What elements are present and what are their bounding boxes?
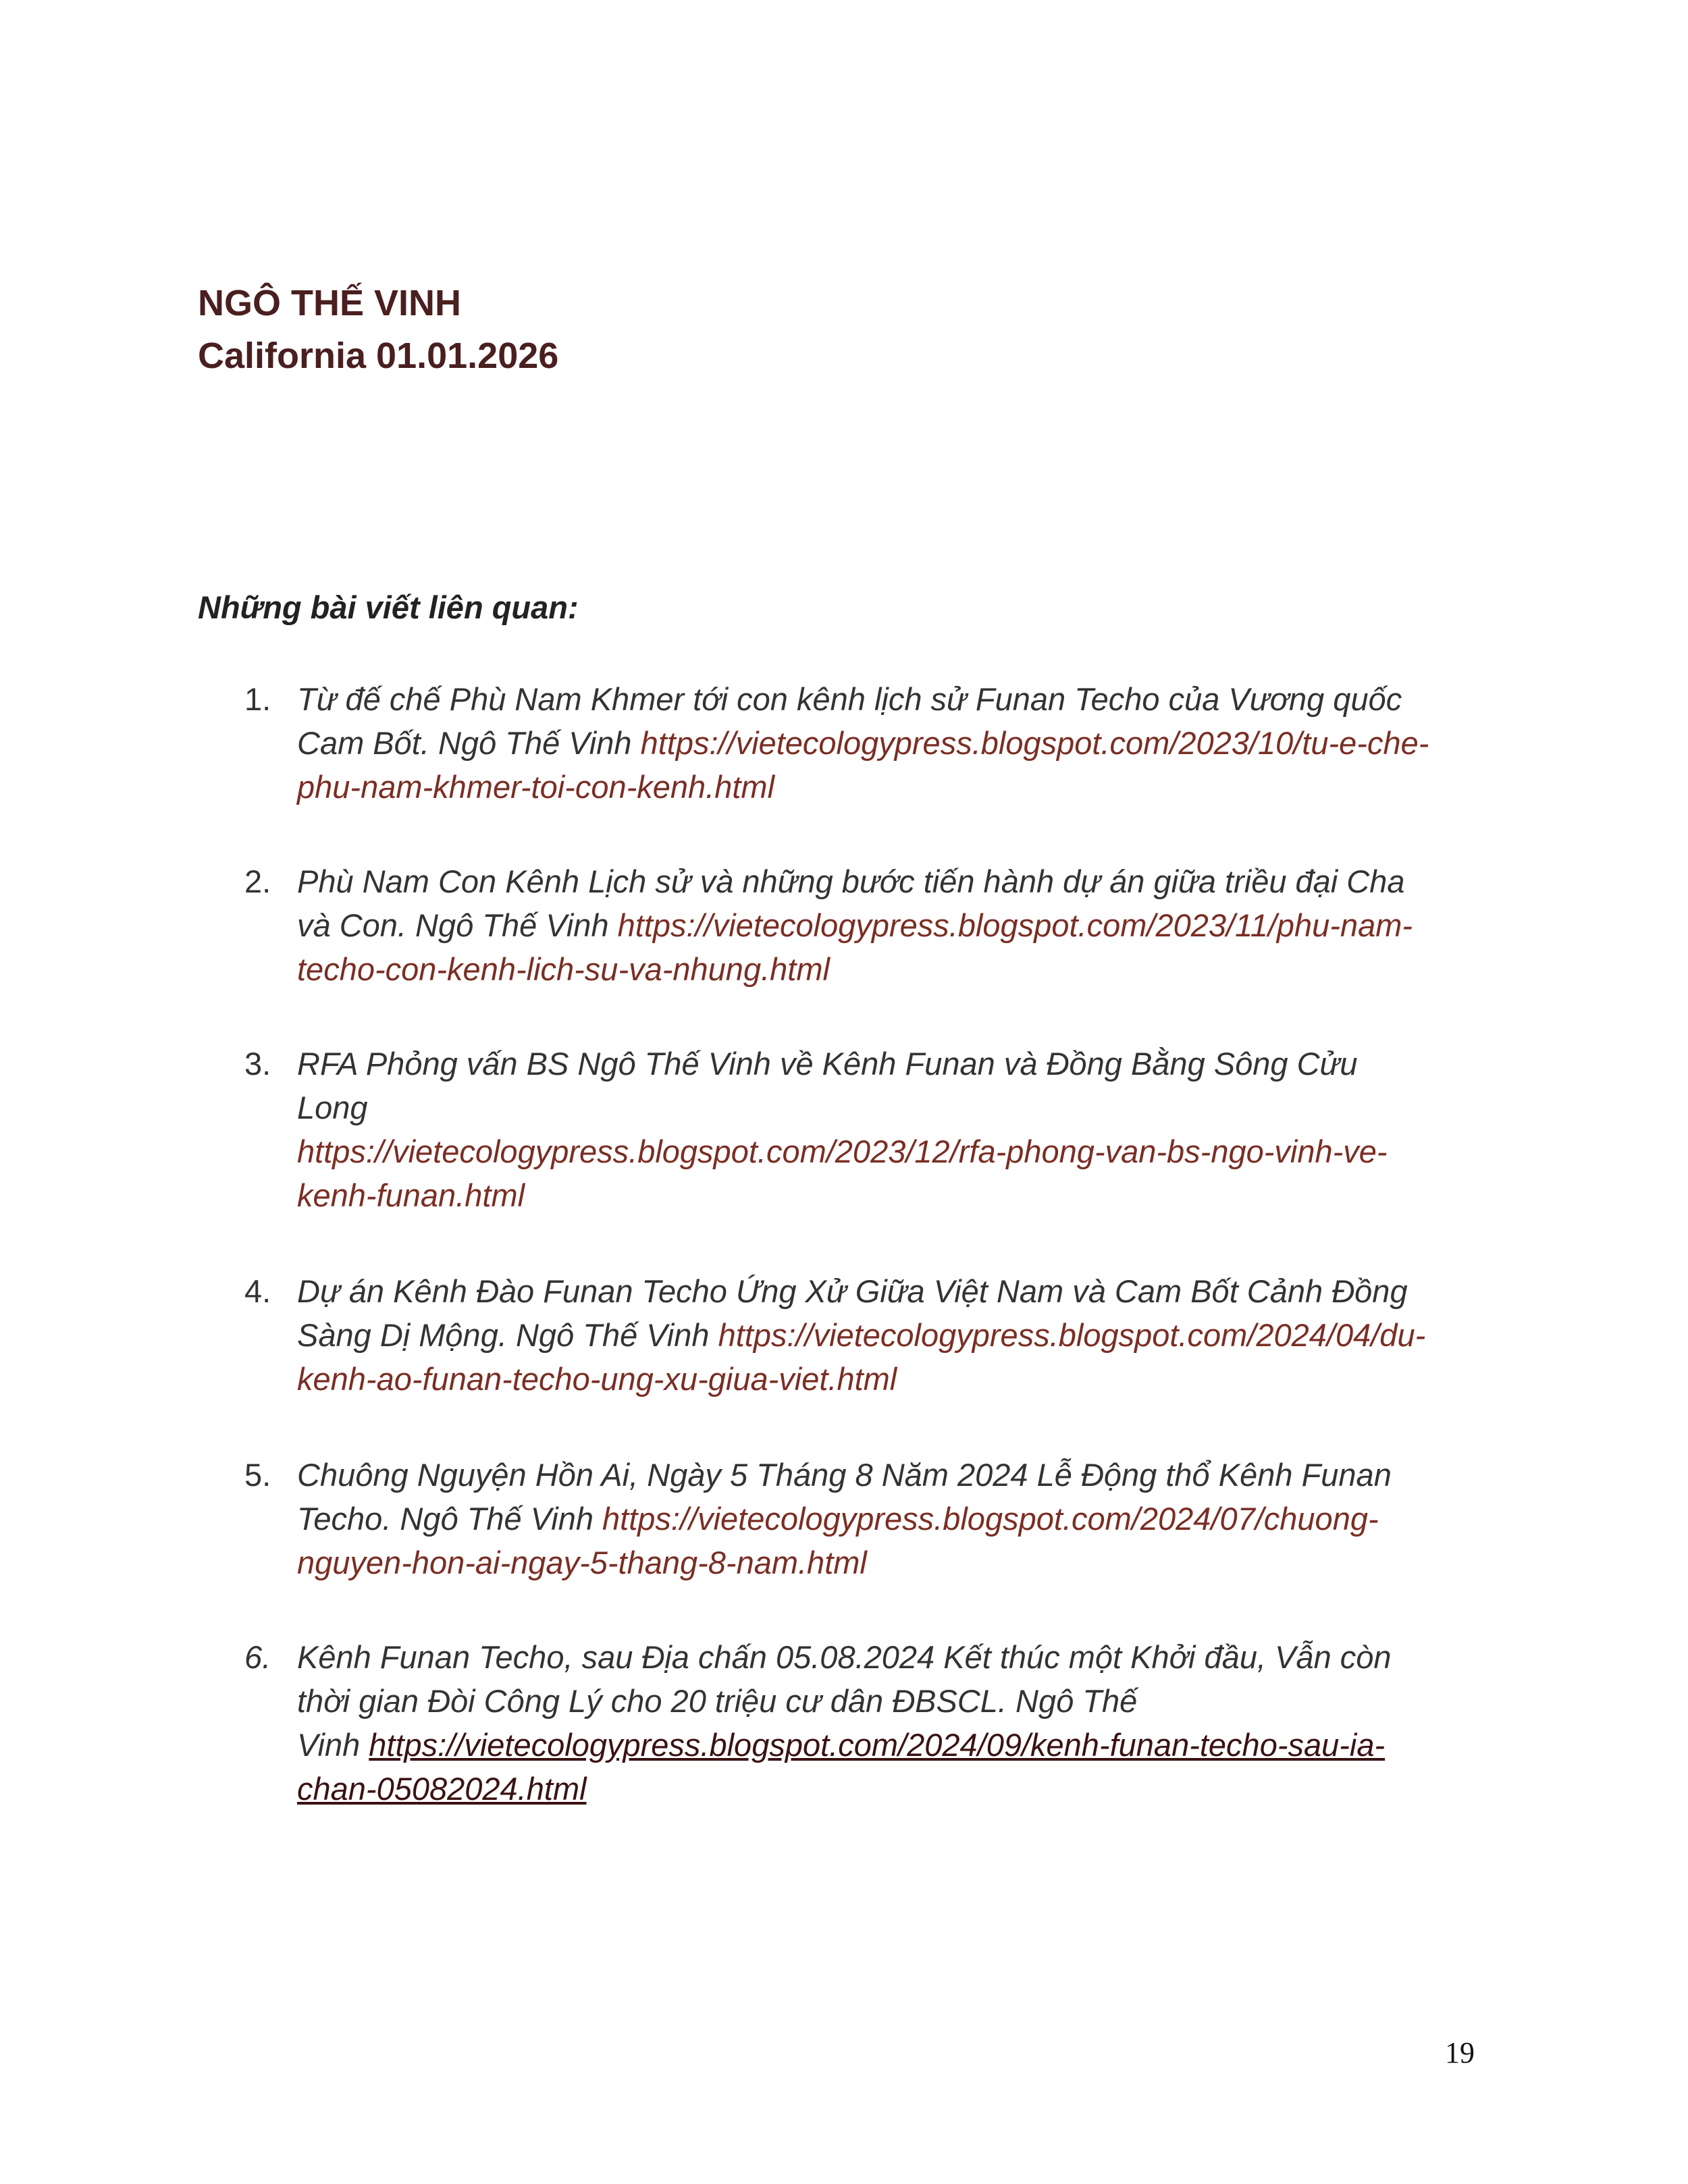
list-item-number: 4. — [244, 1273, 271, 1309]
article-link[interactable]: kenh-funan.html — [297, 1177, 525, 1213]
page-number: 19 — [1445, 2036, 1475, 2069]
article-link[interactable]: https://vietecologypress.blogspot.com/2024/04/du- — [718, 1317, 1426, 1353]
item-text: Phù Nam Con Kênh Lịch sử và những bước tiến hành dự án giữa triều đại Cha — [297, 863, 1405, 899]
item-text: Vinh — [297, 1727, 369, 1763]
article-link[interactable]: https://vietecologypress.blogspot.com/2024/07/chuong- — [602, 1501, 1379, 1537]
place-date: California 01.01.2026 — [198, 336, 559, 376]
article-link[interactable]: phu-nam-khmer-toi-con-kenh.html — [297, 769, 775, 805]
author-name: NGÔ THẾ VINH — [198, 283, 462, 323]
list-item-number: 5. — [244, 1457, 271, 1493]
item-text: Cam Bốt. Ngô Thế Vinh — [297, 725, 641, 761]
item-text: và Con. Ngô Thế Vinh — [297, 907, 618, 943]
article-link[interactable]: chan-05082024.html — [297, 1771, 587, 1807]
item-text: Long — [297, 1090, 368, 1125]
item-text: thời gian Đòi Công Lý cho 20 triệu cư dân ĐBSCL. Ngô Thế — [297, 1683, 1138, 1719]
list-item-number: 6. — [244, 1639, 271, 1675]
item-text: Từ đế chế Phù Nam Khmer tới con kênh lịch sử Funan Techo của Vương quốc — [297, 681, 1402, 717]
author-block — [198, 277, 558, 382]
related-articles-heading: Những bài viết liên quan: — [198, 589, 579, 625]
item-text: Dự án Kênh Đào Funan Techo Ứng Xử Giữa Việt Nam và Cam Bốt Cảnh Đồng — [297, 1273, 1408, 1309]
item-text: Sàng Dị Mộng. Ngô Thế Vinh — [297, 1317, 718, 1353]
item-text: Kênh Funan Techo, sau Địa chấn 05.08.2024 Kết thúc một Khởi đầu, Vẫn còn — [297, 1639, 1392, 1675]
article-link[interactable]: https://vietecologypress.blogspot.com/2023/10/tu-e-che- — [640, 725, 1429, 761]
article-link[interactable]: techo-con-kenh-lich-su-va-nhung.html — [297, 951, 830, 987]
article-link[interactable]: https://vietecologypress.blogspot.com/2024/09/kenh-funan-techo-sau-ia- — [369, 1727, 1386, 1763]
article-link[interactable]: kenh-ao-funan-techo-ung-xu-giua-viet.html — [297, 1361, 897, 1397]
list-item-number: 2. — [244, 863, 271, 899]
article-link[interactable]: https://vietecologypress.blogspot.com/2023/12/rfa-phong-van-bs-ngo-vinh-ve- — [297, 1134, 1388, 1169]
item-text: RFA Phỏng vấn BS Ngô Thế Vinh về Kênh Funan và Đồng Bằng Sông Cửu — [297, 1046, 1358, 1082]
item-text: Techo. Ngô Thế Vinh — [297, 1501, 603, 1537]
list-item-number: 1. — [244, 681, 271, 717]
article-link[interactable]: https://vietecologypress.blogspot.com/2023/11/phu-nam- — [617, 907, 1413, 943]
item-text: Chuông Nguyện Hồn Ai, Ngày 5 Tháng 8 Năm 2024 Lễ Động thổ Kênh Funan — [297, 1457, 1392, 1493]
list-item-number: 3. — [244, 1046, 271, 1082]
article-link[interactable]: nguyen-hon-ai-ngay-5-thang-8-nam.html — [297, 1545, 867, 1580]
